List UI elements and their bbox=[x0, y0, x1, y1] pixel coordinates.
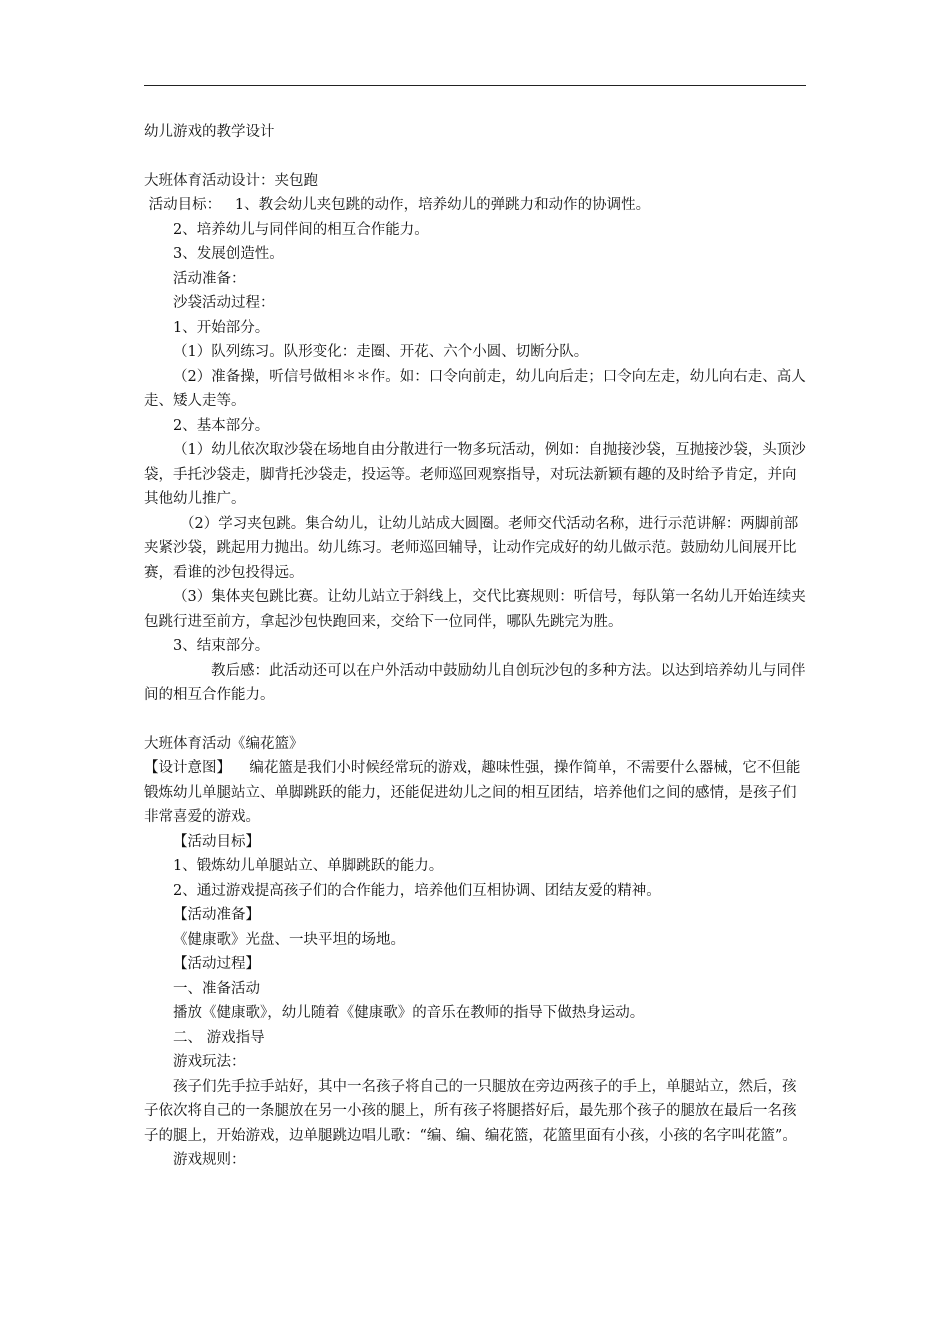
section1-process-heading: 沙袋活动过程： bbox=[173, 295, 275, 311]
section2-goals-heading: 【活动目标】 bbox=[173, 833, 260, 850]
section1-goal-2: 2、培养幼儿与同伴间的相互合作能力。 bbox=[173, 221, 429, 238]
spacer bbox=[144, 708, 810, 732]
section2-play-heading: 游戏玩法： bbox=[173, 1054, 246, 1070]
section2-step-2: 二、 游戏指导 bbox=[173, 1029, 265, 1046]
spacer bbox=[144, 145, 810, 169]
section1-part-1-item-1: （1）队列练习。队形变化：走圈、开花、六个小圆、切断分队。 bbox=[173, 344, 589, 360]
section1-reflection: 教后感：此活动还可以在户外活动中鼓励幼儿自创玩沙包的多种方法。以达到培养幼儿与同伴间的相互合作能力。 bbox=[144, 662, 806, 703]
section1-part-3: 3、结束部分。 bbox=[173, 638, 270, 654]
section1-part-1-item-2: （2）准备操，听信号做相＊＊作。如：口令向前走，幼儿向后走；口令向左走，幼儿向右走、高人走、矮人走等。 bbox=[144, 368, 806, 409]
header-rule bbox=[144, 85, 806, 86]
section1-goal-3: 3、发展创造性。 bbox=[173, 246, 284, 262]
section1-part-1: 1、开始部分。 bbox=[173, 319, 270, 336]
section1-preparation: 活动准备： bbox=[173, 270, 246, 287]
section1-part-2-item-2: （2）学习夹包跳。集合幼儿，让幼儿站成大圆圈。老师交代活动名称，进行示范讲解：两脚前部夹紧沙袋，跳起用力抛出。幼儿练习。老师巡回辅导，让动作完成好的幼儿做示范。鼓励幼儿间展开比赛，看谁的沙包投得远。 bbox=[144, 515, 799, 581]
section2-goal-2: 2、通过游戏提高孩子们的合作能力，培养他们互相协调、团结友爱的精神。 bbox=[173, 882, 661, 899]
section2-process-heading: 【活动过程】 bbox=[173, 956, 260, 972]
document-body bbox=[144, 120, 810, 1173]
section2-title: 大班体育活动《编花篮》 bbox=[144, 735, 304, 752]
section2-design-intent: 【设计意图】 编花篮是我们小时候经常玩的游戏，趣味性强，操作简单，不需要什么器械，它不但能锻炼幼儿单腿站立、单脚跳跃的能力，还能促进幼儿之间的相互团结，培养他们之间的感情，是孩子们非常喜爱的游戏。 bbox=[144, 760, 801, 825]
section2-step-1-detail: 播放《健康歌》，幼儿随着《健康歌》的音乐在教师的指导下做热身运动。 bbox=[173, 1005, 645, 1021]
section1-part-2: 2、基本部分。 bbox=[173, 417, 270, 434]
section2-step-1: 一、准备活动 bbox=[173, 980, 260, 997]
section2-play-description: 孩子们先手拉手站好，其中一名孩子将自己的一只腿放在旁边两孩子的手上，单腿站立，然后，孩子依次将自己的一条腿放在另一小孩的腿上，所有孩子将腿搭好后，最先那个孩子的腿放在最后一名孩子的腿上，开始游戏，边单腿跳边唱儿歌：“编、编、编花篮，花篮里面有小孩，小孩的名字叫花篮”。 bbox=[144, 1078, 797, 1144]
section1-part-2-item-3: （3）集体夹包跳比赛。让幼儿站立于斜线上，交代比赛规则：听信号，每队第一名幼儿开始连续夹包跳行进至前方，拿起沙包快跑回来，交给下一位同伴，哪队先跳完为胜。 bbox=[144, 589, 806, 630]
section1-goal-1: 活动目标： 1、教会幼儿夹包跳的动作，培养幼儿的弹跳力和动作的协调性。 bbox=[144, 197, 651, 213]
document-title: 幼儿游戏的教学设计 bbox=[144, 124, 275, 140]
section2-preparation-heading: 【活动准备】 bbox=[173, 907, 260, 923]
section2-rules-heading: 游戏规则： bbox=[173, 1152, 246, 1168]
section2-goal-1: 1、锻炼幼儿单腿站立、单脚跳跃的能力。 bbox=[173, 858, 444, 874]
section2-preparation: 《健康歌》光盘、一块平坦的场地。 bbox=[173, 931, 405, 948]
section1-part-2-item-1: （1）幼儿依次取沙袋在场地自由分散进行一物多玩活动，例如：自抛接沙袋，互抛接沙袋，头顶沙袋，手托沙袋走，脚背托沙袋走，投运等。老师巡回观察指导，对玩法新颖有趣的及时给予肯定，并向其他幼儿推广。 bbox=[144, 442, 806, 507]
section1-title: 大班体育活动设计：夹包跑 bbox=[144, 172, 318, 189]
